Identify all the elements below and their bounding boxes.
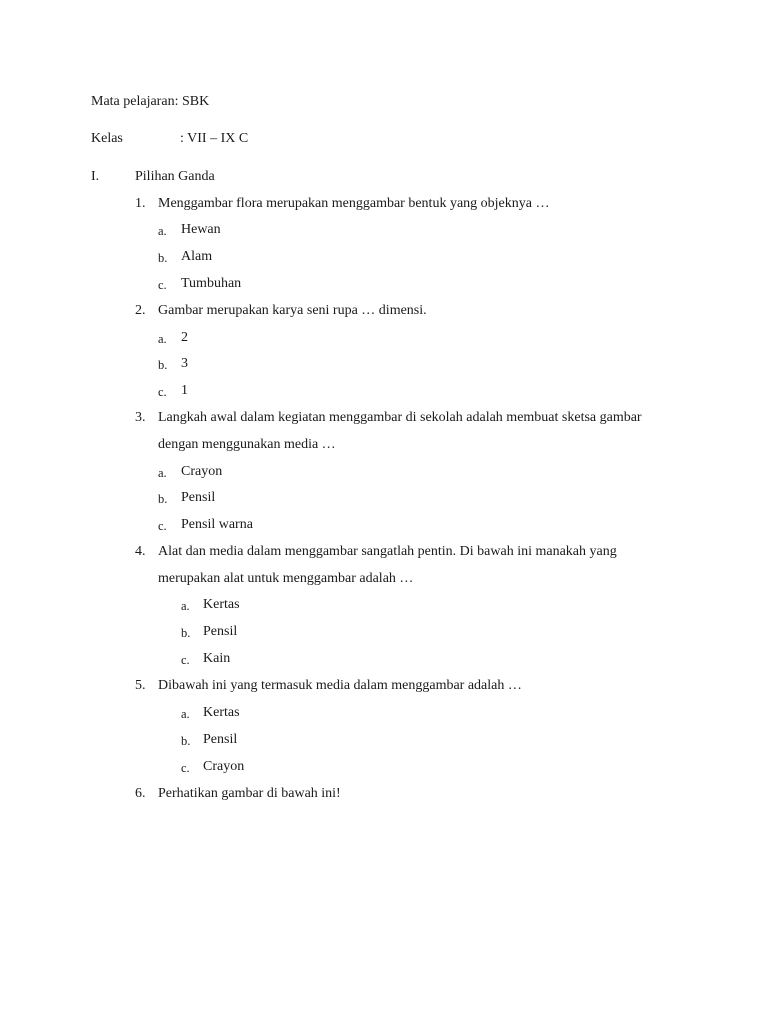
option-letter: c. [158,278,167,292]
option-text: 2 [181,330,188,345]
option-text: Tumbuhan [181,276,242,291]
question-text-continued: dengan menggunakan media … [158,437,336,452]
option-letter: c. [181,761,190,775]
option-letter: b. [158,251,168,265]
section-title: Pilihan Ganda [135,169,215,184]
option-text: Crayon [181,464,223,479]
question-text: Menggambar flora merupakan menggambar bentuk yang objeknya … [158,196,550,211]
section-number: I. [91,169,100,184]
option-letter: a. [158,224,167,238]
option-text: 1 [181,383,188,398]
option-text: Pensil [203,624,238,639]
question-number: 5. [135,678,146,693]
option-letter: b. [158,358,168,372]
option-letter: a. [158,332,167,346]
question-text: Gambar merupakan karya seni rupa … dimensi. [158,303,427,318]
option-text: Alam [181,249,213,264]
question-number: 3. [135,410,146,425]
option-letter: a. [158,466,167,480]
question-text: Perhatikan gambar di bawah ini! [158,786,341,801]
question-text: Alat dan media dalam menggambar sangatlah pentin. Di bawah ini manakah yang [158,544,617,559]
option-letter: a. [181,707,190,721]
option-text: Kertas [203,705,240,720]
question-number: 1. [135,196,146,211]
subject-label: Mata pelajaran: SBK [91,94,210,109]
option-text: Kain [203,651,231,666]
option-letter: c. [158,519,167,533]
option-letter: c. [181,653,190,667]
question-text-continued: merupakan alat untuk menggambar adalah … [158,571,414,586]
option-text: Kertas [203,597,240,612]
option-text: Pensil [181,490,216,505]
question-text: Langkah awal dalam kegiatan menggambar di sekolah adalah membuat sketsa gambar [158,410,642,425]
option-letter: a. [181,599,190,613]
option-letter: b. [158,492,168,506]
option-letter: b. [181,626,191,640]
question-text: Dibawah ini yang termasuk media dalam menggambar adalah … [158,678,522,693]
subject-line [91,94,209,110]
option-text: Hewan [181,222,221,237]
class-value: : VII – IX C [180,131,249,146]
question-number: 6. [135,786,146,801]
option-text: 3 [181,356,188,371]
question-number: 4. [135,544,146,559]
option-text: Crayon [203,759,245,774]
option-letter: c. [158,385,167,399]
option-text: Pensil warna [181,517,253,532]
question-number: 2. [135,303,146,318]
option-text: Pensil [203,732,238,747]
class-label: Kelas [91,131,123,146]
option-letter: b. [181,734,191,748]
